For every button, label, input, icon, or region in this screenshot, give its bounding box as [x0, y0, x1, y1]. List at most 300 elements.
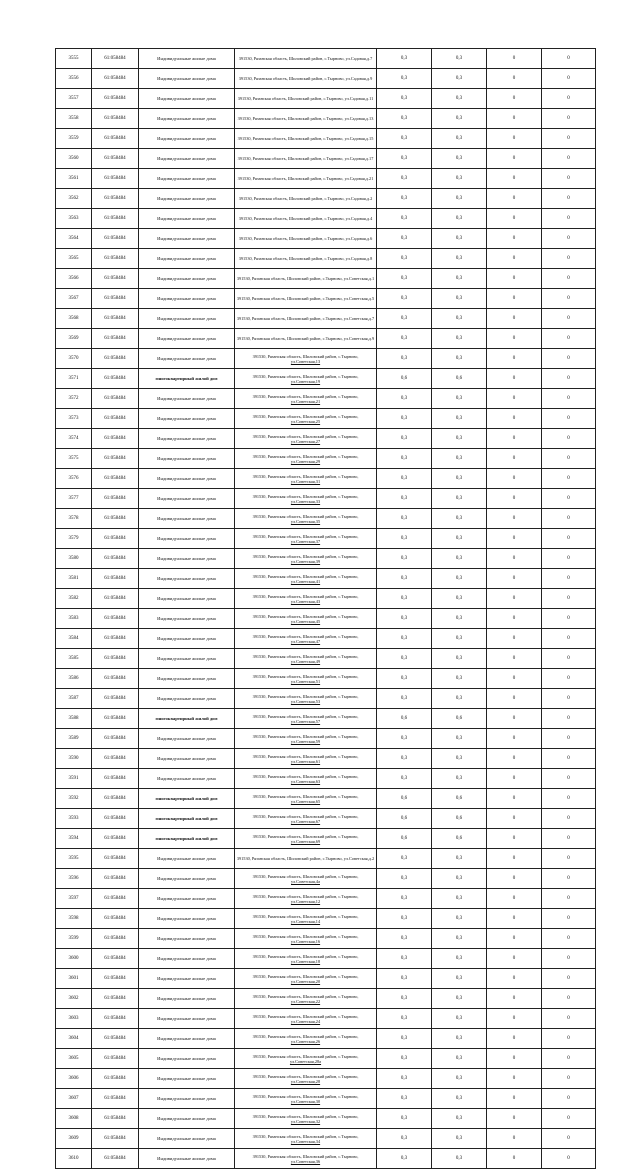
- value-col-3: 0: [487, 789, 542, 809]
- row-number: 3569: [56, 329, 92, 349]
- address-line-1: 391530, Рязанская область, Шиловский район, с.Тырново, ул.Садовая,д.6: [238, 236, 373, 241]
- value-col-3: 0: [487, 829, 542, 849]
- address-line-2: ул.Советская,13: [290, 358, 321, 364]
- building-type: многоквартирный жилой дом: [139, 369, 235, 389]
- cadastral-code: 61:058484: [92, 989, 139, 1009]
- address-cell: [235, 309, 377, 329]
- value-col-2: 0,3: [432, 409, 487, 429]
- row-number: 3565: [56, 249, 92, 269]
- value-col-2: 0,3: [432, 489, 487, 509]
- value-col-1: 0,3: [377, 229, 432, 249]
- value-col-2: 0,6: [432, 709, 487, 729]
- address-line-1: 391530, Рязанская область, Шиловский район, с.Тырново, ул.Советская,д.1: [236, 276, 375, 281]
- value-col-1: 0,3: [377, 329, 432, 349]
- value-col-3: 0: [487, 989, 542, 1009]
- value-col-3: 0: [487, 669, 542, 689]
- value-col-1: 0,3: [377, 969, 432, 989]
- address-line-2: ул.Советская,4а: [291, 878, 320, 884]
- address-line-1: 391530, Рязанская область, Шиловский район, с.Тырново, ул.Советская,д.5: [236, 296, 375, 301]
- value-col-1: 0,3: [377, 729, 432, 749]
- address-cell: [235, 489, 377, 509]
- address-line-1: 391530, Рязанская область, Шиловский район, с.Тырново,: [252, 773, 359, 779]
- address-line-1: 391530, Рязанская область, Шиловский район, с.Тырново, ул.Советская,д.2: [236, 856, 375, 861]
- address-cell: [235, 869, 377, 889]
- row-number: 3572: [56, 389, 92, 409]
- value-col-2: 0,3: [432, 749, 487, 769]
- address-cell: [235, 569, 377, 589]
- value-col-3: 0: [487, 1149, 542, 1169]
- value-col-1: 0,6: [377, 789, 432, 809]
- value-col-2: 0,3: [432, 469, 487, 489]
- address-cell: [235, 969, 377, 989]
- row-number: 3561: [56, 169, 92, 189]
- building-type: Индивидуальные жилые дома: [139, 269, 235, 289]
- address-cell: [235, 109, 377, 129]
- address-cell: [235, 589, 377, 609]
- address-line-2: ул.Советская,34: [290, 1138, 321, 1144]
- row-number: 3566: [56, 269, 92, 289]
- table-row: [56, 249, 596, 269]
- value-col-2: 0,3: [432, 169, 487, 189]
- value-col-4: 0: [542, 1069, 596, 1089]
- address-line-2: ул.Советская,36: [290, 1158, 321, 1164]
- table-row: [56, 189, 596, 209]
- value-col-2: 0,3: [432, 289, 487, 309]
- building-type: Индивидуальные жилые дома: [139, 289, 235, 309]
- address-line-2: ул.Советская,43: [290, 598, 321, 604]
- table-row: [56, 689, 596, 709]
- building-type: Индивидуальные жилые дома: [139, 849, 235, 869]
- value-col-4: 0: [542, 769, 596, 789]
- address-line-1: 391530, Рязанская область, Шиловский район, с.Тырново,: [252, 1073, 359, 1079]
- address-line-1: 391530, Рязанская область, Шиловский район, с.Тырново,: [252, 973, 359, 979]
- address-cell: [235, 529, 377, 549]
- value-col-3: 0: [487, 929, 542, 949]
- value-col-1: 0,3: [377, 429, 432, 449]
- value-col-2: 0,3: [432, 89, 487, 109]
- table-row: [56, 909, 596, 929]
- address-line-2: ул.Советская,59: [290, 738, 321, 744]
- value-col-3: 0: [487, 1069, 542, 1089]
- value-col-4: 0: [542, 549, 596, 569]
- address-line-1: 391530, Рязанская область, Шиловский район, с.Тырново,: [252, 1013, 359, 1019]
- address-line-1: 391530, Рязанская область, Шиловский район, с.Тырново,: [252, 413, 359, 419]
- value-col-3: 0: [487, 1109, 542, 1129]
- building-type: Индивидуальные жилые дома: [139, 1149, 235, 1169]
- value-col-3: 0: [487, 269, 542, 289]
- table-row: [56, 769, 596, 789]
- building-type: Индивидуальные жилые дома: [139, 49, 235, 69]
- cadastral-code: 61:058484: [92, 349, 139, 369]
- address-cell: [235, 1069, 377, 1089]
- table-row: [56, 789, 596, 809]
- building-type: Индивидуальные жилые дома: [139, 1109, 235, 1129]
- value-col-3: 0: [487, 549, 542, 569]
- cadastral-code: 61:058484: [92, 309, 139, 329]
- value-col-3: 0: [487, 489, 542, 509]
- address-cell: [235, 349, 377, 369]
- table-row: [56, 809, 596, 829]
- value-col-2: 0,3: [432, 1129, 487, 1149]
- value-col-1: 0,3: [377, 49, 432, 69]
- building-type: Индивидуальные жилые дома: [139, 529, 235, 549]
- value-col-3: 0: [487, 329, 542, 349]
- table-row: [56, 509, 596, 529]
- address-line-1: 391530, Рязанская область, Шиловский район, с.Тырново,: [252, 693, 359, 699]
- value-col-2: 0,3: [432, 249, 487, 269]
- address-line-2: ул.Советская,30: [290, 1098, 321, 1104]
- cadastral-code: 61:058484: [92, 209, 139, 229]
- cadastral-code: 61:058484: [92, 689, 139, 709]
- table-row: [56, 589, 596, 609]
- address-line-1: 391530, Рязанская область, Шиловский район, с.Тырново,: [252, 1033, 359, 1039]
- value-col-1: 0,3: [377, 689, 432, 709]
- address-cell: [235, 789, 377, 809]
- value-col-3: 0: [487, 569, 542, 589]
- value-col-2: 0,6: [432, 829, 487, 849]
- address-cell: [235, 1009, 377, 1029]
- row-number: 3571: [56, 369, 92, 389]
- address-cell: [235, 409, 377, 429]
- value-col-4: 0: [542, 269, 596, 289]
- table-row: [56, 129, 596, 149]
- value-col-3: 0: [487, 389, 542, 409]
- building-type: многоквартирный жилой дом: [139, 709, 235, 729]
- address-cell: [235, 1049, 377, 1069]
- value-col-3: 0: [487, 1089, 542, 1109]
- address-line-2: ул.Советская,12: [290, 898, 321, 904]
- value-col-1: 0,3: [377, 1049, 432, 1069]
- cadastral-code: 61:058484: [92, 149, 139, 169]
- value-col-4: 0: [542, 109, 596, 129]
- table-row: [56, 1089, 596, 1109]
- address-line-1: 391530, Рязанская область, Шиловский район, с.Тырново,: [252, 493, 359, 499]
- value-col-4: 0: [542, 289, 596, 309]
- table-row: [56, 829, 596, 849]
- building-type: Индивидуальные жилые дома: [139, 1129, 235, 1149]
- address-line-2: ул.Советская,69: [290, 838, 321, 844]
- address-line-1: 391530, Рязанская область, Шиловский район, с.Тырново, ул.Садовая,д.21: [237, 176, 374, 181]
- value-col-2: 0,3: [432, 589, 487, 609]
- address-cell: [235, 829, 377, 849]
- table-row: [56, 1109, 596, 1129]
- cadastral-code: 61:058484: [92, 49, 139, 69]
- value-col-3: 0: [487, 1129, 542, 1149]
- building-type: Индивидуальные жилые дома: [139, 429, 235, 449]
- table-row: [56, 729, 596, 749]
- address-cell: [235, 49, 377, 69]
- value-col-4: 0: [542, 1029, 596, 1049]
- value-col-3: 0: [487, 709, 542, 729]
- address-line-2: ул.Советская,53: [290, 698, 321, 704]
- value-col-3: 0: [487, 369, 542, 389]
- value-col-2: 0,3: [432, 989, 487, 1009]
- cadastral-code: 61:058484: [92, 429, 139, 449]
- cadastral-code: 61:058484: [92, 269, 139, 289]
- value-col-2: 0,3: [432, 189, 487, 209]
- building-type: Индивидуальные жилые дома: [139, 649, 235, 669]
- value-col-1: 0,3: [377, 849, 432, 869]
- value-col-1: 0,3: [377, 889, 432, 909]
- value-col-2: 0,3: [432, 449, 487, 469]
- cadastral-code: 61:058484: [92, 669, 139, 689]
- cadastral-code: 61:058484: [92, 529, 139, 549]
- row-number: 3580: [56, 549, 92, 569]
- table-row: [56, 469, 596, 489]
- value-col-3: 0: [487, 149, 542, 169]
- value-col-4: 0: [542, 1049, 596, 1069]
- cadastral-code: 61:058484: [92, 729, 139, 749]
- address-cell: [235, 629, 377, 649]
- address-cell: [235, 1149, 377, 1169]
- value-col-3: 0: [487, 129, 542, 149]
- table-row: [56, 889, 596, 909]
- value-col-2: 0,3: [432, 149, 487, 169]
- address-line-1: 391530, Рязанская область, Шиловский район, с.Тырново, ул.Советская,д.9: [236, 336, 375, 341]
- value-col-1: 0,3: [377, 69, 432, 89]
- address-line-2: ул.Советская,29: [290, 458, 321, 464]
- row-number: 3592: [56, 789, 92, 809]
- value-col-1: 0,3: [377, 869, 432, 889]
- value-col-4: 0: [542, 1089, 596, 1109]
- value-col-2: 0,3: [432, 69, 487, 89]
- value-col-4: 0: [542, 609, 596, 629]
- cadastral-code: 61:058484: [92, 469, 139, 489]
- table-row: [56, 1049, 596, 1069]
- cadastral-code: 61:058484: [92, 949, 139, 969]
- address-line-1: 391530, Рязанская область, Шиловский район, с.Тырново,: [252, 473, 359, 479]
- table-row: [56, 1069, 596, 1089]
- cadastral-code: 61:058484: [92, 769, 139, 789]
- value-col-2: 0,3: [432, 209, 487, 229]
- building-type: Индивидуальные жилые дома: [139, 329, 235, 349]
- value-col-2: 0,6: [432, 809, 487, 829]
- address-cell: [235, 909, 377, 929]
- value-col-3: 0: [487, 849, 542, 869]
- address-line-2: ул.Советская,31: [290, 478, 321, 484]
- building-type: Индивидуальные жилые дома: [139, 929, 235, 949]
- building-type: многоквартирный жилой дом: [139, 809, 235, 829]
- table-row: [56, 1129, 596, 1149]
- table-row: [56, 669, 596, 689]
- value-col-1: 0,3: [377, 89, 432, 109]
- value-col-1: 0,3: [377, 529, 432, 549]
- row-number: 3558: [56, 109, 92, 129]
- value-col-4: 0: [542, 789, 596, 809]
- cadastral-code: 61:058484: [92, 849, 139, 869]
- value-col-3: 0: [487, 749, 542, 769]
- cadastral-code: 61:058484: [92, 829, 139, 849]
- building-type: Индивидуальные жилые дома: [139, 1009, 235, 1029]
- value-col-4: 0: [542, 249, 596, 269]
- row-number: 3589: [56, 729, 92, 749]
- value-col-3: 0: [487, 689, 542, 709]
- value-col-3: 0: [487, 89, 542, 109]
- value-col-4: 0: [542, 229, 596, 249]
- table-body: [56, 49, 596, 1169]
- value-col-4: 0: [542, 169, 596, 189]
- value-col-3: 0: [487, 309, 542, 329]
- address-line-1: 391530, Рязанская область, Шиловский район, с.Тырново,: [252, 733, 359, 739]
- value-col-4: 0: [542, 1149, 596, 1169]
- value-col-4: 0: [542, 529, 596, 549]
- building-type: Индивидуальные жилые дома: [139, 729, 235, 749]
- table-row: [56, 569, 596, 589]
- cadastral-code: 61:058484: [92, 1069, 139, 1089]
- table-row: [56, 409, 596, 429]
- cadastral-code: 61:058484: [92, 489, 139, 509]
- address-cell: [235, 549, 377, 569]
- address-cell: [235, 949, 377, 969]
- value-col-1: 0,3: [377, 589, 432, 609]
- address-cell: [235, 849, 377, 869]
- row-number: 3597: [56, 889, 92, 909]
- table-row: [56, 989, 596, 1009]
- address-line-2: ул.Советская,65: [290, 798, 321, 804]
- address-cell: [235, 189, 377, 209]
- value-col-3: 0: [487, 229, 542, 249]
- value-col-3: 0: [487, 109, 542, 129]
- value-col-4: 0: [542, 569, 596, 589]
- table-row: [56, 169, 596, 189]
- value-col-3: 0: [487, 249, 542, 269]
- value-col-3: 0: [487, 869, 542, 889]
- value-col-2: 0,3: [432, 769, 487, 789]
- table-row: [56, 269, 596, 289]
- address-line-1: 391530, Рязанская область, Шиловский район, с.Тырново,: [252, 833, 359, 839]
- address-line-2: ул.Советская,21: [290, 398, 321, 404]
- value-col-3: 0: [487, 289, 542, 309]
- address-line-2: ул.Советская,45: [290, 618, 321, 624]
- value-col-3: 0: [487, 49, 542, 69]
- address-line-1: 391530, Рязанская область, Шиловский район, с.Тырново,: [252, 433, 359, 439]
- row-number: 3568: [56, 309, 92, 329]
- value-col-1: 0,6: [377, 809, 432, 829]
- address-cell: [235, 709, 377, 729]
- cadastral-code: 61:058484: [92, 449, 139, 469]
- address-line-2: ул.Советская,47: [290, 638, 321, 644]
- building-type: Индивидуальные жилые дома: [139, 449, 235, 469]
- address-cell: [235, 889, 377, 909]
- value-col-4: 0: [542, 849, 596, 869]
- address-line-1: 391530, Рязанская область, Шиловский район, с.Тырново, ул.Садовая,д.9: [238, 76, 373, 81]
- cadastral-code: 61:058484: [92, 249, 139, 269]
- value-col-3: 0: [487, 529, 542, 549]
- value-col-2: 0,3: [432, 1149, 487, 1169]
- address-cell: [235, 129, 377, 149]
- address-line-1: 391530, Рязанская область, Шиловский район, с.Тырново,: [252, 633, 359, 639]
- row-number: 3590: [56, 749, 92, 769]
- table-row: [56, 529, 596, 549]
- row-number: 3595: [56, 849, 92, 869]
- value-col-1: 0,6: [377, 369, 432, 389]
- value-col-3: 0: [487, 769, 542, 789]
- address-cell: [235, 649, 377, 669]
- value-col-2: 0,3: [432, 1029, 487, 1049]
- building-type: Индивидуальные жилые дома: [139, 309, 235, 329]
- address-line-1: 391530, Рязанская область, Шиловский район, с.Тырново, ул.Садовая,д.8: [238, 256, 373, 261]
- cadastral-code: 61:058484: [92, 1109, 139, 1129]
- value-col-3: 0: [487, 1009, 542, 1029]
- cadastral-code: 61:058484: [92, 289, 139, 309]
- row-number: 3560: [56, 149, 92, 169]
- address-line-1: 391530, Рязанская область, Шиловский район, с.Тырново,: [252, 1053, 359, 1059]
- value-col-4: 0: [542, 629, 596, 649]
- address-line-2: ул.Советская,22: [290, 998, 321, 1004]
- cadastral-code: 61:058484: [92, 789, 139, 809]
- address-cell: [235, 289, 377, 309]
- building-type: Индивидуальные жилые дома: [139, 549, 235, 569]
- address-line-2: ул.Советская,57: [290, 718, 321, 724]
- value-col-4: 0: [542, 929, 596, 949]
- value-col-2: 0,3: [432, 269, 487, 289]
- table-row: [56, 649, 596, 669]
- value-col-4: 0: [542, 949, 596, 969]
- building-type: Индивидуальные жилые дома: [139, 589, 235, 609]
- value-col-1: 0,3: [377, 1129, 432, 1149]
- value-col-4: 0: [542, 309, 596, 329]
- value-col-4: 0: [542, 189, 596, 209]
- building-type: Индивидуальные жилые дома: [139, 409, 235, 429]
- table-row: [56, 329, 596, 349]
- row-number: 3576: [56, 469, 92, 489]
- cadastral-code: 61:058484: [92, 1029, 139, 1049]
- address-cell: [235, 509, 377, 529]
- table-row: [56, 69, 596, 89]
- value-col-1: 0,3: [377, 549, 432, 569]
- value-col-1: 0,3: [377, 1029, 432, 1049]
- value-col-4: 0: [542, 369, 596, 389]
- cadastral-code: 61:058484: [92, 809, 139, 829]
- address-cell: [235, 809, 377, 829]
- value-col-2: 0,3: [432, 529, 487, 549]
- value-col-2: 0,3: [432, 329, 487, 349]
- value-col-1: 0,3: [377, 669, 432, 689]
- value-col-3: 0: [487, 729, 542, 749]
- row-number: 3570: [56, 349, 92, 369]
- cadastral-code: 61:058484: [92, 1089, 139, 1109]
- table-row: [56, 1009, 596, 1029]
- table-row: [56, 49, 596, 69]
- value-col-4: 0: [542, 1129, 596, 1149]
- address-line-2: ул.Советская,20: [290, 978, 321, 984]
- address-cell: [235, 1089, 377, 1109]
- value-col-1: 0,3: [377, 949, 432, 969]
- address-line-1: 391530, Рязанская область, Шиловский район, с.Тырново, ул.Садовая,д.2: [238, 196, 373, 201]
- value-col-4: 0: [542, 649, 596, 669]
- value-col-1: 0,3: [377, 629, 432, 649]
- row-number: 3577: [56, 489, 92, 509]
- value-col-3: 0: [487, 1029, 542, 1049]
- value-col-3: 0: [487, 909, 542, 929]
- value-col-2: 0,3: [432, 929, 487, 949]
- cadastral-code: 61:058484: [92, 589, 139, 609]
- address-line-2: ул.Советская,35: [290, 518, 321, 524]
- table-row: [56, 749, 596, 769]
- value-col-3: 0: [487, 1049, 542, 1069]
- value-col-4: 0: [542, 669, 596, 689]
- row-number: 3603: [56, 1009, 92, 1029]
- address-cell: [235, 1129, 377, 1149]
- building-type: Индивидуальные жилые дома: [139, 949, 235, 969]
- row-number: 3609: [56, 1129, 92, 1149]
- building-type: Индивидуальные жилые дома: [139, 1049, 235, 1069]
- value-col-4: 0: [542, 909, 596, 929]
- value-col-1: 0,3: [377, 569, 432, 589]
- value-col-4: 0: [542, 449, 596, 469]
- building-type: Индивидуальные жилые дома: [139, 989, 235, 1009]
- value-col-4: 0: [542, 709, 596, 729]
